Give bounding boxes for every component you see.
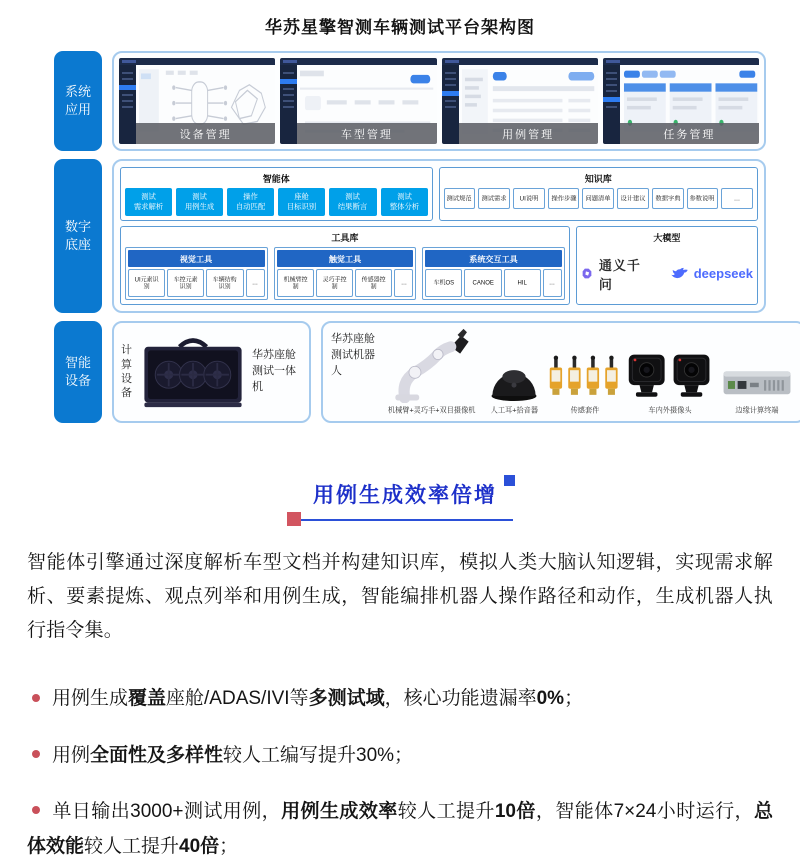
bullet-dot-icon bbox=[32, 694, 40, 702]
agent-chip bbox=[125, 188, 172, 216]
knowledge-chip bbox=[478, 188, 510, 209]
knowledge-chip bbox=[513, 188, 545, 209]
agent-chip-text: 用例生成 bbox=[184, 202, 215, 211]
digital-base-bottom-row bbox=[120, 226, 758, 305]
figure-caption: 车内外摄像头 bbox=[648, 406, 692, 415]
tool-chip bbox=[128, 269, 165, 297]
tool-group-system-interaction bbox=[422, 247, 565, 300]
tool-group-touch bbox=[274, 247, 417, 300]
tool-chip bbox=[316, 269, 353, 297]
row-label-devices: 智能设备 bbox=[54, 321, 102, 423]
agent-chip-text: 测试 bbox=[192, 192, 208, 201]
agent-chip-text: 整体分析 bbox=[389, 202, 419, 211]
knowledge-chip bbox=[687, 188, 719, 209]
screenshot-sidebar bbox=[442, 65, 459, 144]
bullet-dot-icon bbox=[32, 806, 40, 814]
section-header bbox=[287, 477, 513, 521]
knowledge-chip bbox=[652, 188, 684, 209]
tool-chip-more bbox=[246, 269, 265, 297]
screenshot-titlebar bbox=[442, 58, 598, 65]
bullet-dot-icon bbox=[32, 750, 40, 758]
tool-chip-text: UI元素识别 bbox=[134, 276, 159, 290]
tool-group-title-text: 视觉工具 bbox=[180, 253, 213, 264]
bullet-text: 单日输出3000+测试用例，用例生成效率较人工提升10倍，智能体7×24小时运行，总体效能较人工提升40倍； bbox=[27, 800, 773, 857]
knowledge-chip-text: 数据字典 bbox=[655, 194, 681, 203]
knowledge-chip-text: 测试需求 bbox=[481, 194, 507, 203]
agent-chip bbox=[227, 188, 274, 216]
knowledge-chip-text: 测试规范 bbox=[446, 194, 472, 203]
tool-chip-text: 灵巧手控制 bbox=[322, 276, 347, 290]
models-box bbox=[576, 226, 758, 305]
intro-paragraph: 智能体引擎通过深度解析车型文档并构建知识库，模拟人类大脑认知逻辑，实现需求解析、要素提炼、观点列举和用例生成，智能编排机器人操作路径和动作，生成机器人执行指令集。 bbox=[27, 552, 773, 641]
tool-group-title bbox=[277, 250, 414, 267]
screenshot-titlebar bbox=[280, 58, 436, 65]
knowledge-chip bbox=[444, 188, 476, 209]
agent-chip bbox=[176, 188, 223, 216]
system-apps-panel bbox=[112, 51, 766, 151]
tool-chip-more bbox=[543, 269, 562, 297]
knowledge-chip-more bbox=[721, 188, 753, 209]
knowledge-chip bbox=[617, 188, 649, 209]
tool-group-vision bbox=[125, 247, 268, 300]
tools-box bbox=[120, 226, 570, 305]
knowledge-chip bbox=[548, 188, 580, 209]
compute-device-side-label: 计算设备 bbox=[121, 344, 132, 400]
knowledge-chip-row bbox=[444, 188, 753, 209]
tool-groups bbox=[125, 247, 565, 300]
agent-chip bbox=[381, 188, 428, 216]
tool-chip bbox=[504, 269, 541, 297]
all-in-one-machine-image bbox=[139, 332, 247, 412]
digital-base-top-row bbox=[120, 167, 758, 221]
row-digital-base bbox=[54, 159, 766, 313]
tool-group-title bbox=[425, 250, 562, 267]
agent-chip-text: 结果断言 bbox=[338, 202, 368, 211]
tool-items bbox=[128, 269, 265, 297]
screenshot-device-management bbox=[119, 58, 275, 144]
agent-chip bbox=[278, 188, 325, 216]
tool-chip-text: 车控元素识别 bbox=[173, 276, 198, 290]
tool-items bbox=[425, 269, 562, 297]
tool-chip-text: CANOE bbox=[472, 279, 494, 287]
row-label-digital-base: 数字底座 bbox=[54, 159, 102, 313]
tongyi-qianwen-icon bbox=[581, 266, 594, 281]
tool-chip-text: … bbox=[549, 279, 556, 287]
cameras-figure bbox=[626, 328, 714, 416]
knowledge-chip bbox=[582, 188, 614, 209]
tool-group-title-text: 系统交互工具 bbox=[469, 253, 518, 264]
model-deepseek bbox=[670, 266, 753, 281]
screenshot-task-management bbox=[603, 58, 759, 144]
deepseek-whale-icon bbox=[670, 267, 689, 281]
bullet-item bbox=[27, 794, 773, 864]
agent-box-title: 智能体 bbox=[262, 174, 290, 184]
tool-chip bbox=[425, 269, 462, 297]
architecture-diagram bbox=[54, 51, 779, 423]
artificial-ear-image bbox=[484, 359, 544, 403]
tool-chip bbox=[355, 269, 392, 297]
tool-chip bbox=[277, 269, 314, 297]
agent-chip-text: 座舱 bbox=[294, 192, 310, 201]
model-logos-row bbox=[581, 247, 753, 300]
knowledge-chip-text: 问题清单 bbox=[585, 194, 611, 203]
blue-square-decor-icon bbox=[504, 475, 515, 486]
tool-chip-text: HIL bbox=[517, 279, 527, 287]
bullet-item bbox=[27, 738, 773, 773]
screenshot-testcase-management bbox=[442, 58, 598, 144]
all-in-one-machine-label: 华苏座舱测试一体机 bbox=[252, 349, 296, 393]
row-label-system-apps: 系统应用 bbox=[54, 51, 102, 151]
tool-chip-text: 车辆结构识别 bbox=[213, 276, 238, 290]
screenshot-caption: 用例管理 bbox=[459, 123, 598, 144]
edge-terminal-image bbox=[718, 359, 796, 403]
knowledge-chip-text: 设计建议 bbox=[620, 194, 646, 203]
section-header-wrap bbox=[0, 477, 800, 521]
row-system-apps bbox=[54, 51, 766, 151]
tool-chip-text: 传感器控制 bbox=[361, 276, 386, 290]
agent-chip-text: 测试 bbox=[396, 192, 412, 201]
agent-chip-row bbox=[125, 188, 428, 216]
screenshot-caption: 设备管理 bbox=[136, 123, 275, 144]
robot-devices-panel bbox=[321, 321, 800, 423]
tool-chip-more bbox=[394, 269, 413, 297]
cameras-image bbox=[626, 351, 714, 403]
artificial-ear-figure bbox=[484, 328, 544, 416]
tool-chip-text: 机械臂控制 bbox=[283, 276, 308, 290]
screenshot-sidebar bbox=[603, 65, 620, 144]
page-title: 华苏星擎智测车辆测试平台架构图 bbox=[265, 18, 535, 37]
figure-caption: 边缘计算终端 bbox=[735, 406, 779, 415]
agent-chip bbox=[329, 188, 376, 216]
bullet-text: 用例生成覆盖座舱/ADAS/IVI等多测试域，核心功能遗漏率0%； bbox=[52, 688, 584, 710]
agent-box bbox=[120, 167, 433, 221]
robot-arm-image bbox=[389, 328, 475, 403]
model-name: 通义千问 bbox=[598, 257, 641, 292]
model-name: deepseek bbox=[693, 266, 753, 281]
model-tongyi bbox=[581, 255, 648, 293]
tools-box-title: 工具库 bbox=[331, 233, 359, 243]
agent-chip-text: 操作 bbox=[243, 192, 259, 201]
bullet-item bbox=[27, 681, 773, 716]
screenshot-sidebar bbox=[119, 65, 136, 144]
knowledge-box bbox=[439, 167, 758, 221]
tool-chip bbox=[167, 269, 204, 297]
tool-chip bbox=[206, 269, 243, 297]
robot-panel-label: 华苏座舱测试机器人 bbox=[331, 333, 375, 377]
agent-chip-text: 测试 bbox=[345, 192, 361, 201]
sensor-kit-figure bbox=[548, 328, 622, 416]
knowledge-chip-text: UI说明 bbox=[519, 194, 539, 203]
knowledge-chip-text: … bbox=[733, 194, 741, 203]
figure-caption: 人工耳+拾音器 bbox=[490, 406, 539, 415]
agent-chip-text: 需求解析 bbox=[133, 202, 164, 211]
knowledge-box-title: 知识库 bbox=[584, 174, 612, 184]
screenshot-titlebar bbox=[119, 58, 275, 65]
red-square-decor-icon bbox=[287, 512, 301, 526]
knowledge-chip-text: 参数说明 bbox=[689, 194, 715, 203]
row-devices bbox=[54, 321, 779, 423]
screenshot-vehicle-model-management bbox=[280, 58, 436, 144]
digital-base-panel bbox=[112, 159, 766, 313]
screenshot-sidebar bbox=[280, 65, 297, 144]
tool-chip-text: … bbox=[400, 279, 407, 287]
tool-group-title bbox=[128, 250, 265, 267]
knowledge-chip-text: 操作步骤 bbox=[551, 194, 577, 203]
figure-caption: 机械臂+灵巧手+双目摄像机 bbox=[387, 406, 476, 415]
section-title: 用例生成效率倍增 bbox=[313, 484, 497, 507]
tool-group-title-text: 触觉工具 bbox=[328, 253, 362, 264]
tool-chip-text: 车机OS bbox=[433, 279, 455, 287]
compute-device-panel bbox=[112, 321, 311, 423]
models-box-title: 大模型 bbox=[653, 233, 681, 243]
agent-chip-text: 自动匹配 bbox=[236, 202, 266, 211]
tool-chip bbox=[464, 269, 501, 297]
agent-chip-text: 目标识别 bbox=[287, 202, 317, 211]
agent-chip-text: 测试 bbox=[141, 192, 156, 201]
bullet-list bbox=[27, 681, 773, 864]
robot-arm-figure bbox=[383, 328, 480, 416]
figure-caption: 传感套件 bbox=[570, 406, 600, 415]
screenshot-caption: 任务管理 bbox=[620, 123, 759, 144]
screenshot-titlebar bbox=[603, 58, 759, 65]
sensor-kit-image bbox=[548, 355, 622, 403]
bullet-text: 用例全面性及多样性较人工编写提升30%； bbox=[52, 744, 414, 766]
tool-chip-text: … bbox=[252, 279, 259, 287]
screenshot-caption: 车型管理 bbox=[297, 123, 436, 144]
tool-items bbox=[277, 269, 414, 297]
edge-terminal-figure bbox=[718, 328, 796, 416]
